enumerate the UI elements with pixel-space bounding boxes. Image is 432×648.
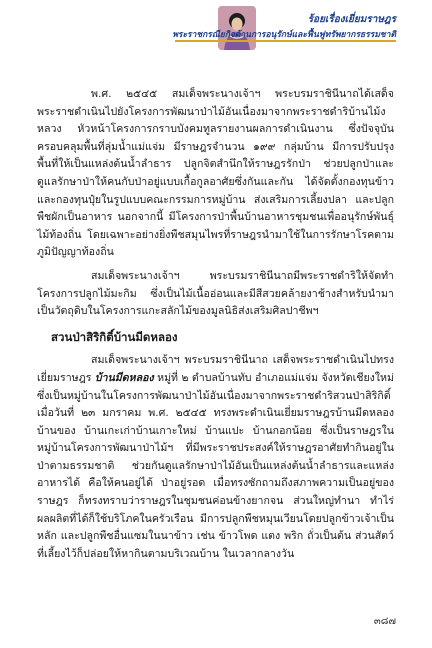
article-body bbox=[37, 86, 394, 569]
header-title: ร้อยเรื่องเยี่ยมราษฎร bbox=[307, 14, 396, 25]
paragraph-3-text-a: สมเด็จพระนางเจ้าฯ พระบรมราชินีนาถ เสด็จพระราชดำเนินไปทรงเยี่ยมราษฎร bbox=[37, 354, 394, 384]
paragraph-2: สมเด็จพระนางเจ้าฯ พระบรมราชินีนาถมีพระราชดำริให้จัดทำโครงการปลูกไม้มะกิม ซึ่งเป็นไม้เนื้ออ่อนและมีสีสวยคล้ายงาช้างสำหรับนำมาเป็นวัตถุดิบในโครงการแกะสลักไม้ของมูลนิธิส่งเสริมศิลปาชีพฯ bbox=[37, 269, 394, 318]
paragraph-1: พ.ศ. ๒๕๔๕ สมเด็จพระนางเจ้าฯ พระบรมราชินีนาถได้เสด็จพระราชดำเนินไปยังโครงการพัฒนาป่าไม้อันเนื่องมาจากพระราชดำริบ้านไม้งหลวง หัวหน้าโครงการกราบบังคมทูลรายงานผลการดำเนินงาน ซึ่งปัจจุบันครอบคลุมพื้นที่ลุ่มน้ำแม่แจ่ม มีราษฎรจำนวน ๑๙๙ กลุ่มบ้าน มีการปรับปรุงพื้นที่ให้เป็นแหล่งต้นน้ำลำธาร ปลูกจิตสำนึกให้ราษฎรรักป่า ช่วยปลูกป่าและดูแลรักษาป่าให้คนกับป่าอยู่แบบเกื้อกูลอาศัยซึ่งกันและกัน ได้จัดตั้งกองทุนข้าวและกองทุนปุ๋ยในรูปแบบคณะกรรมการหมู่บ้าน ส่งเสริมการเลี้ยงปลา และปลูกพืชผักเป็นอาหาร นอกจากนี้ มีโครงการป่าพื้นบ้านอาหารชุมชนเพื่ออนุรักษ์พันธุ์ไม้ท้องถิ่น โดยเฉพาะอย่างยิ่งพืชสมุนไพรที่ราษฎรนำมาใช้ในการรักษาโรคตามภูมิปัญญาท้องถิ่น bbox=[37, 88, 394, 259]
header-subtitle: พระราชกรณียกิจด้านการอนุรักษ์และฟื้นฟูทรัพยากรธรรมชาติ bbox=[172, 30, 396, 40]
header-divider bbox=[175, 40, 396, 42]
section-heading: สวนป่าสิริกิติ์บ้านมีดหลอง bbox=[51, 329, 178, 344]
paragraph-3-text-b: หมู่ที่ ๒ ตำบลบ้านทับ อำเภอแม่แจ่ม จังหวัดเชียงใหม่ ซึ่งเป็นหมู่บ้านในโครงการพัฒนาป่าไม้อันเนื่องมาจากพระราชดำริสวนป่าสิริกิติ์ เมื่อวันที่ ๒๓ มกราคม พ.ศ. ๒๕๔๕ ทรงพระดำเนินเยี่ยมราษฎรบ้านมีดหลอง บ้านของ บ้านเกะเก่าบ้านเกาะใหม่ บ้านแปะ บ้านกอกน้อย ซึ่งเป็นราษฎรในหมู่บ้านโครงการพัฒนาป่าไม้ฯ ที่มีพระราชประสงค์ให้ราษฎรอาศัยทำกินอยู่ในป่าตามธรรมชาติ ช่วยกันดูแลรักษาป่าไม้อันเป็นแหล่งต้นน้ำลำธารและแหล่งอาหารได้ คือให้คนอยู่ได้ ป่าอยู่รอด เมื่อทรงซักถามถึงสภาพความเป็นอยู่ของราษฎร ก็ทรงทราบว่าราษฎรในชุมชนค่อนข้างยากจน ส่วนใหญ่ทำนา ทำไร่ ผลผลิตที่ได้ก็ใช้บริโภคในครัวเรือน มีการปลูกพืชหมุนเวียนโดยปลูกข้าวเจ้าเป็นหลัก และปลูกพืชอื่นแซมในนาข้าว เช่น ข้าวโพด แตง พริก ถั่วเป็นต้น ส่วนสัตว์ที่เลี้ยงไว้ก็ปล่อยให้หากินตามบริเวณบ้าน ในเวลากลางวัน bbox=[37, 371, 394, 560]
paragraph-3 bbox=[37, 352, 394, 563]
village-name-emphasis: บ้านมีดหลอง bbox=[94, 371, 154, 384]
page-header bbox=[0, 0, 432, 78]
page-number: ๓๘๗ bbox=[373, 616, 396, 627]
